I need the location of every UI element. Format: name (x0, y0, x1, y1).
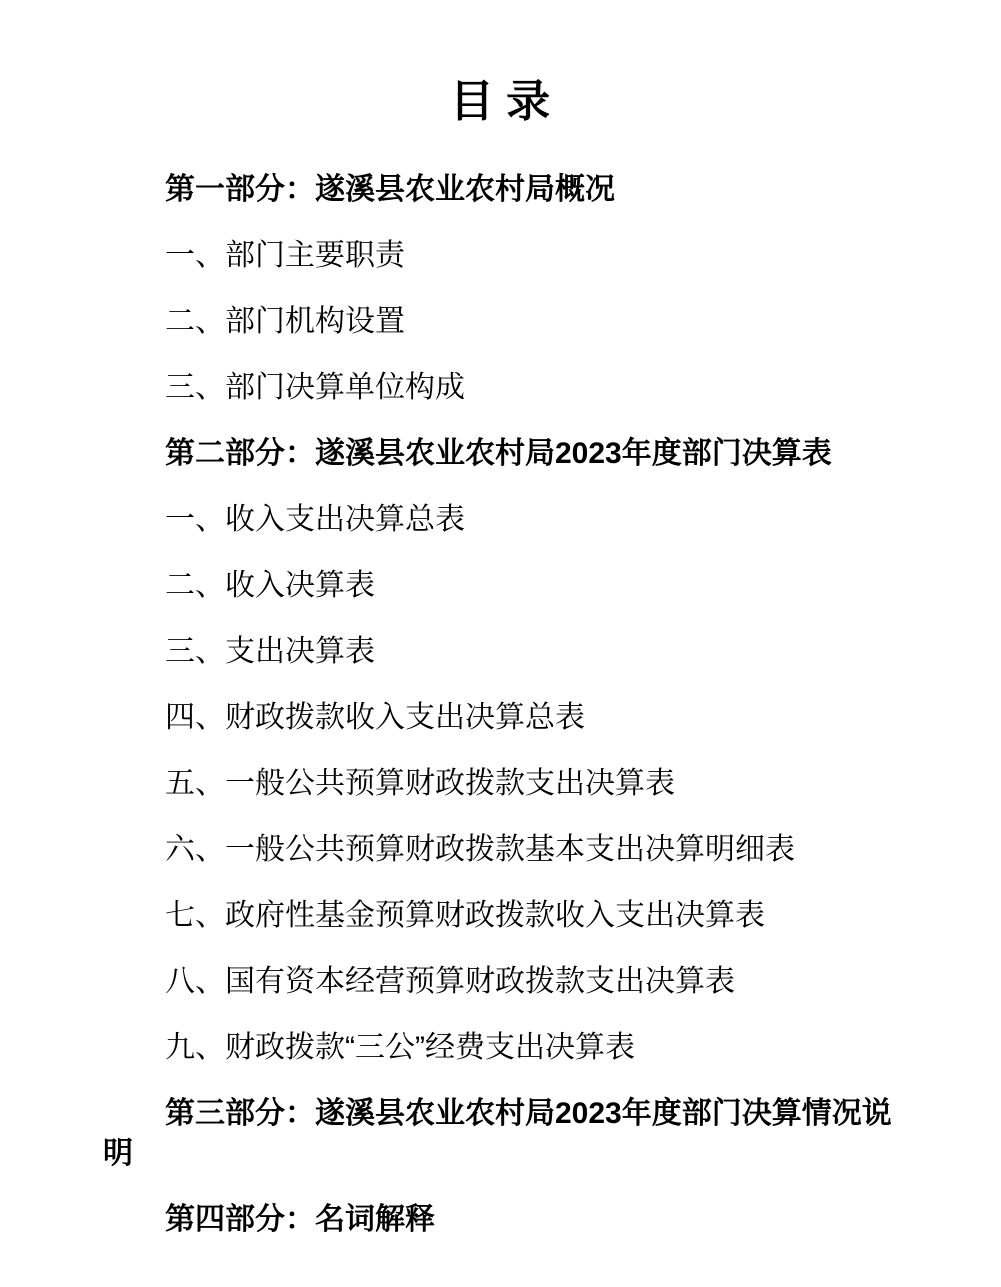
toc-item: 五、一般公共预算财政拨款支出决算表 (165, 767, 675, 800)
section-heading-part2: 第二部分：遂溪县农业农村局2023年度部门决算表 (165, 437, 832, 470)
toc-item: 九、财政拨款“三公”经费支出决算表 (165, 1031, 635, 1064)
toc-item: 一、收入支出决算总表 (165, 503, 465, 536)
toc-item: 四、财政拨款收入支出决算总表 (165, 701, 585, 734)
toc-item: 一、部门主要职责 (165, 239, 405, 272)
section-heading-part3: 第三部分：遂溪县农业农村局2023年度部门决算情况说明 (103, 1097, 892, 1170)
section-heading-part4: 第四部分：名词解释 (165, 1203, 435, 1236)
toc-item: 七、政府性基金预算财政拨款收入支出决算表 (165, 899, 765, 932)
toc-item: 三、支出决算表 (165, 635, 375, 668)
toc-item: 六、一般公共预算财政拨款基本支出决算明细表 (165, 833, 795, 866)
toc-item: 八、国有资本经营预算财政拨款支出决算表 (165, 965, 735, 998)
toc-item: 三、部门决算单位构成 (165, 371, 465, 404)
toc-item: 二、收入决算表 (165, 569, 375, 602)
section-heading-part1: 第一部分：遂溪县农业农村局概况 (165, 173, 615, 206)
toc-item: 二、部门机构设置 (165, 305, 405, 338)
document-title: 目 录 (449, 77, 551, 126)
